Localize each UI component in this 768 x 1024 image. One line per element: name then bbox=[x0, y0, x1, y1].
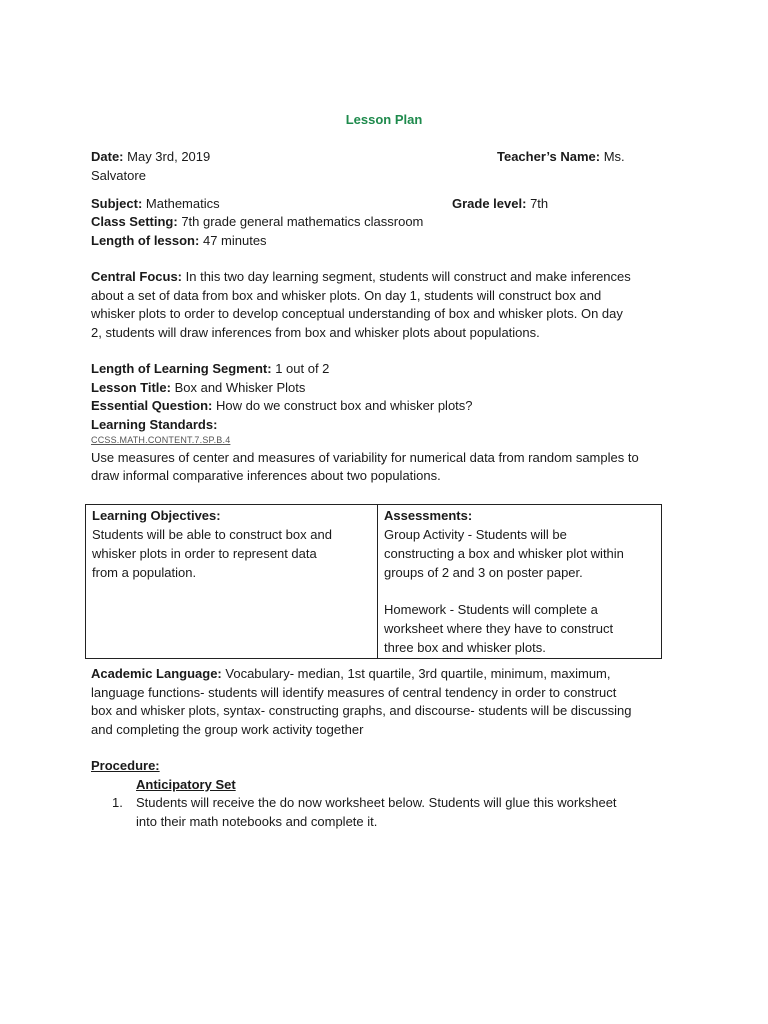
essential-question-value: How do we construct box and whisker plots? bbox=[216, 398, 473, 413]
assessments-cell bbox=[378, 505, 662, 659]
step-text-line-1: Students will receive the do now worksheet below. Students will glue this worksheet bbox=[136, 795, 617, 810]
class-setting-label: Class Setting: bbox=[91, 214, 178, 229]
page-title: Lesson Plan bbox=[345, 112, 423, 127]
academic-line-4: and completing the group work activity together bbox=[91, 722, 364, 737]
anticipatory-set-heading: Anticipatory Set bbox=[136, 777, 236, 792]
standards-text-1: Use measures of center and measures of variability for numerical data from random samples to bbox=[91, 450, 639, 465]
assessments-spacer bbox=[384, 582, 655, 600]
objectives-cell bbox=[86, 505, 378, 659]
central-focus-line-1 bbox=[91, 268, 631, 286]
objectives-line-2: whisker plots in order to represent data bbox=[92, 546, 317, 561]
teacher-line bbox=[497, 148, 625, 166]
central-focus-line-2: about a set of data from box and whisker plots. On day 1, students will construct box and bbox=[91, 288, 602, 303]
subject-line bbox=[91, 195, 220, 213]
essential-question-label: Essential Question: bbox=[91, 398, 213, 413]
standards-code-link[interactable]: CCSS.MATH.CONTENT.7.SP.B.4 bbox=[91, 435, 231, 445]
essential-question-line bbox=[91, 397, 473, 415]
assessments-line-5: worksheet where they have to construct bbox=[384, 621, 614, 636]
teacher-label: Teacher’s Name: bbox=[497, 149, 601, 164]
lesson-title-label: Lesson Title: bbox=[91, 380, 171, 395]
teacher-value: Ms. bbox=[603, 149, 625, 164]
central-focus-line-3: whisker plots to order to develop conceptual understanding of box and whisker plots. On day bbox=[91, 306, 623, 321]
central-focus-label: Central Focus: bbox=[91, 269, 183, 284]
subject-value: Mathematics bbox=[145, 196, 220, 211]
objectives-assessments-table bbox=[85, 504, 662, 659]
objectives-line-3: from a population. bbox=[92, 565, 197, 580]
central-focus-text: In this two day learning segment, students will construct and make inferences bbox=[185, 269, 631, 284]
class-setting-line bbox=[91, 213, 423, 231]
assessments-line-3: groups of 2 and 3 on poster paper. bbox=[384, 565, 583, 580]
academic-label: Academic Language: bbox=[91, 666, 222, 681]
class-setting-value: 7th grade general mathematics classroom bbox=[181, 214, 424, 229]
academic-line-2: language functions- students will identify measures of central tendency in order to construct bbox=[91, 685, 617, 700]
objectives-header: Learning Objectives: bbox=[92, 508, 221, 523]
assessments-line-6: three box and whisker plots. bbox=[384, 640, 546, 655]
grade-value: 7th bbox=[530, 196, 549, 211]
date-value: May 3rd, 2019 bbox=[127, 149, 211, 164]
objectives-line-1: Students will be able to construct box and bbox=[92, 527, 332, 542]
standards-text-2: draw informal comparative inferences about two populations. bbox=[91, 468, 441, 483]
procedure-heading: Procedure: bbox=[91, 758, 160, 773]
length-line bbox=[91, 232, 267, 250]
assessments-header: Assessments: bbox=[384, 508, 473, 523]
standards-label-text: Learning Standards: bbox=[91, 417, 218, 432]
grade-label: Grade level: bbox=[452, 196, 527, 211]
academic-line-3: box and whisker plots, syntax- constructing graphs, and discourse- students will be discussing bbox=[91, 703, 632, 718]
assessments-line-4: Homework - Students will complete a bbox=[384, 602, 598, 617]
academic-line-1 bbox=[91, 665, 610, 683]
academic-text: Vocabulary- median, 1st quartile, 3rd quartile, minimum, maximum, bbox=[225, 666, 611, 681]
date-label: Date: bbox=[91, 149, 124, 164]
assessments-line-2: constructing a box and whisker plot within bbox=[384, 546, 624, 561]
central-focus-line-4: 2, students will draw inferences from box and whisker plots about populations. bbox=[91, 325, 540, 340]
length-value: 47 minutes bbox=[202, 233, 267, 248]
segment-line bbox=[91, 360, 329, 378]
segment-label: Length of Learning Segment: bbox=[91, 361, 272, 376]
assessments-line-1: Group Activity - Students will be bbox=[384, 527, 567, 542]
date-line bbox=[91, 148, 210, 166]
step-number: 1. bbox=[112, 795, 123, 810]
lesson-title-line bbox=[91, 379, 305, 397]
grade-line bbox=[452, 195, 548, 213]
step-text-line-2: into their math notebooks and complete it. bbox=[136, 814, 378, 829]
segment-value: 1 out of 2 bbox=[275, 361, 330, 376]
subject-label: Subject: bbox=[91, 196, 143, 211]
lesson-title-value: Box and Whisker Plots bbox=[174, 380, 306, 395]
standards-label bbox=[91, 416, 217, 434]
teacher-name-cont: Salvatore bbox=[91, 168, 146, 183]
length-label: Length of lesson: bbox=[91, 233, 200, 248]
